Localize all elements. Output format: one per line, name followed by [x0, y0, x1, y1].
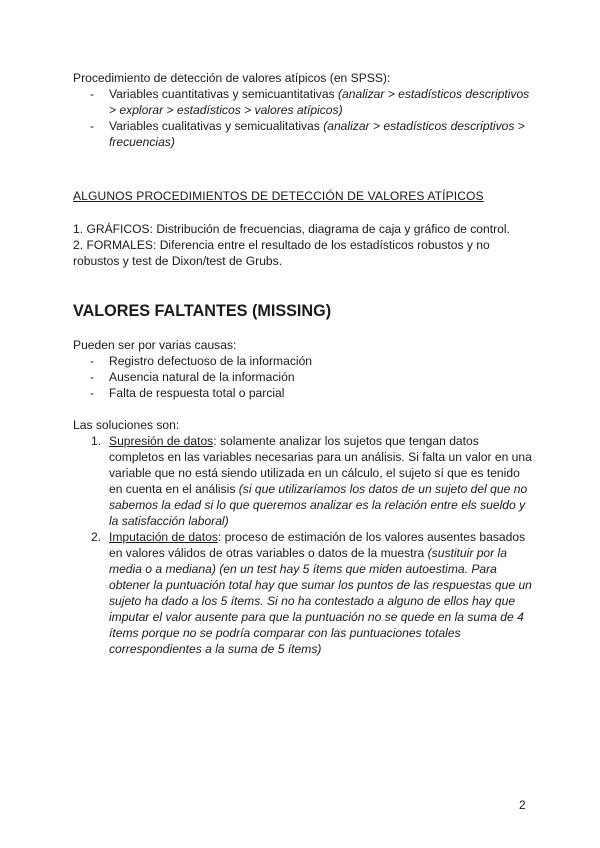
formal-method: 2. FORMALES: Diferencia entre el resultado de los estadísticos robustos y no robustos y test de Dixon/test de Grubs. — [73, 238, 490, 268]
menu-path: (analizar > estadísticos descriptivos > frecuencias) — [109, 119, 525, 149]
solution-item — [73, 433, 535, 529]
procedures-list — [73, 221, 535, 269]
procedures-heading: ALGUNOS PROCEDIMIENTOS DE DETECCIÓN DE VALORES ATÍPICOS — [73, 189, 484, 203]
item-text: Variables cualitativas y semicualitativas — [109, 119, 324, 133]
solutions-intro: Las soluciones son: — [73, 418, 180, 432]
causes-intro: Pueden ser por varias causas: — [73, 338, 237, 352]
item-number: 2. — [91, 530, 102, 544]
solution-term: Supresión de datos — [109, 434, 214, 448]
list-item: - Falta de respuesta total o parcial — [73, 385, 535, 401]
graphics-method: 1. GRÁFICOS: Distribución de frecuencias, diagrama de caja y gráfico de control. — [73, 222, 510, 236]
solution-note: (si que utilizaríamos los datos de un sujeto del que no sabemos la edad si lo que queremos analizar es la relación entre els sueldo y la satisfacción laboral) — [109, 482, 528, 528]
solution-note: (sustituir por la media o a mediana) (en un test hay 5 ítems que miden autoestima. Para obtener la puntuación total hay que sumar los puntos de las respuestas que un sujeto ha dado a los 5 ítems. Si no ha contestado a alguno de ellos hay que imputar el valor ausente para que la puntuación no se quede en la suma de 4 ítems porque no se podría comparar con las puntuaciones totales correspondientes a la suma de 5 ítems) — [109, 546, 532, 656]
list-item — [73, 118, 535, 150]
solutions-list — [73, 433, 535, 657]
missing-values-heading: VALORES FALTANTES (MISSING) — [73, 302, 332, 320]
outliers-list — [73, 86, 535, 150]
menu-path: (analizar > estadísticos descriptivos > explorar > estadísticos > valores atípicos) — [109, 87, 530, 117]
document-page — [73, 70, 535, 657]
causes-list — [73, 353, 535, 401]
solution-text: : proceso de estimación de los valores ausentes basados en valores válidos de otras variables o datos de la muestra — [109, 530, 526, 560]
outliers-intro: Procedimiento de detección de valores atípicos (en SPSS): — [73, 71, 391, 85]
list-item — [73, 86, 535, 118]
list-item: - Registro defectuoso de la información — [73, 353, 535, 369]
solution-term: Imputación de datos — [109, 530, 218, 544]
solution-item — [73, 529, 535, 657]
item-number: 1. — [91, 434, 102, 448]
item-text: Variables cuantitativas y semicuantitativas — [109, 87, 338, 101]
page-number: 2 — [519, 798, 526, 812]
list-item: - Ausencia natural de la información — [73, 369, 535, 385]
solution-text: : solamente analizar los sujetos que tengan datos completos en las variables necesarias para un análisis. Si falta un valor en una variable que no está siendo utilizada en un cálculo, el sujeto sí que es tenido en cuenta en el análisis — [109, 434, 532, 496]
